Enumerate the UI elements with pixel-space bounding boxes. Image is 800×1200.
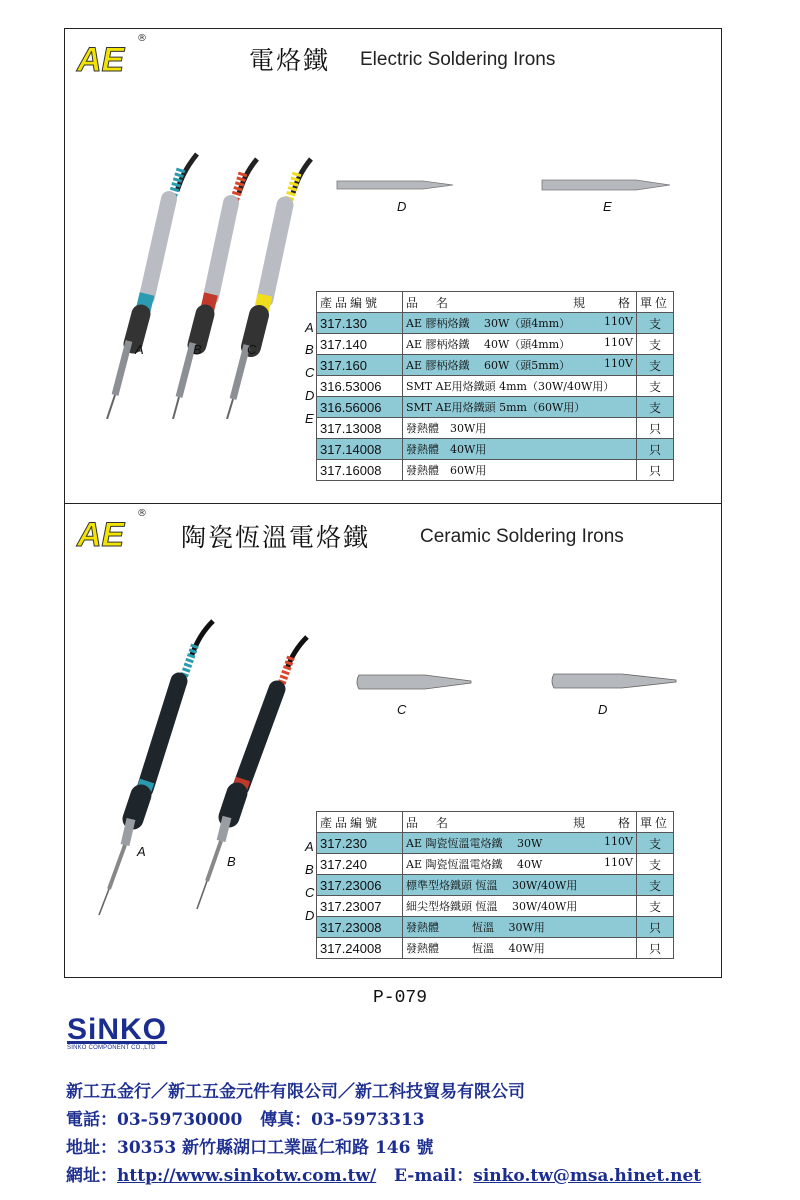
product-name: 標準型烙鐵頭 恆溫 30W/40W用 bbox=[406, 879, 578, 892]
header-spec: 規 格 bbox=[572, 295, 633, 310]
product-name: AE 陶瓷恆溫電烙鐵 30W bbox=[406, 837, 543, 850]
product-name: 發熱體 恆溫 40W用 bbox=[406, 942, 545, 955]
electric-irons-panel bbox=[64, 28, 722, 505]
fax-label: 傳真： bbox=[260, 1110, 312, 1130]
tool-label-b: B bbox=[227, 854, 236, 869]
product-code: 317.130 bbox=[317, 313, 403, 334]
product-code: 317.240 bbox=[317, 854, 403, 875]
fax-number: 03-5973313 bbox=[311, 1110, 425, 1130]
product-spec: 110V bbox=[604, 856, 633, 869]
product-unit: 支 bbox=[637, 854, 674, 875]
sinko-logo-subtitle: SINKO COMPONENT CO.,LTD bbox=[67, 1045, 156, 1051]
product-name: AE 膠柄烙鐵 60W（頭5mm） bbox=[406, 359, 571, 372]
website-link[interactable]: http://www.sinkotw.com.tw/ bbox=[117, 1166, 377, 1186]
table-row bbox=[317, 376, 674, 397]
tip-label-d: D bbox=[397, 199, 407, 214]
product-code: 317.16008 bbox=[317, 460, 403, 481]
table-row bbox=[317, 460, 674, 481]
ae-logo-icon bbox=[75, 514, 135, 552]
row-letter: E bbox=[305, 411, 314, 426]
title-chinese: 電烙鐵 bbox=[249, 46, 331, 75]
table-header bbox=[317, 812, 674, 833]
tip-d-icon bbox=[335, 177, 460, 193]
row-letter: B bbox=[305, 862, 314, 877]
product-code: 317.23008 bbox=[317, 917, 403, 938]
header-spec: 規 格 bbox=[572, 815, 633, 830]
table-row bbox=[317, 833, 674, 854]
tip-c-icon bbox=[355, 671, 475, 695]
company-names: 新工五金行／新工五金元件有限公司／新工科技貿易有限公司 bbox=[66, 1082, 525, 1102]
tip-label-e: E bbox=[603, 199, 612, 214]
product-unit: 只 bbox=[637, 439, 674, 460]
product-code: 317.14008 bbox=[317, 439, 403, 460]
product-code: 317.13008 bbox=[317, 418, 403, 439]
product-spec: 110V bbox=[604, 357, 633, 370]
product-name: AE 膠柄烙鐵 40W（頭4mm） bbox=[406, 338, 571, 351]
product-unit: 支 bbox=[637, 376, 674, 397]
table-row bbox=[317, 334, 674, 355]
ae-logo-icon bbox=[75, 39, 135, 77]
page-number: P-079 bbox=[372, 988, 427, 1008]
ae-logo-text: AE bbox=[77, 516, 125, 552]
address-value: 30353 新竹縣湖口工業區仁和路 146 號 bbox=[117, 1138, 434, 1158]
product-spec: 110V bbox=[604, 835, 633, 848]
product-unit: 支 bbox=[637, 397, 674, 418]
table-row bbox=[317, 355, 674, 376]
tip-label-d: D bbox=[598, 702, 608, 717]
row-letter: A bbox=[305, 839, 314, 854]
product-unit: 支 bbox=[637, 334, 674, 355]
registered-mark: ® bbox=[137, 508, 147, 519]
product-table bbox=[316, 811, 674, 959]
table-row bbox=[317, 418, 674, 439]
phone-label: 電話： bbox=[66, 1110, 117, 1130]
row-letter: B bbox=[305, 342, 314, 357]
ceramic-irons-panel bbox=[64, 503, 722, 978]
title-english: Electric Soldering Irons bbox=[360, 49, 556, 70]
title-chinese: 陶瓷恆溫電烙鐵 bbox=[181, 523, 371, 552]
web-label: 網址： bbox=[66, 1166, 117, 1186]
ceramic-iron-b-icon bbox=[197, 637, 307, 909]
table-row bbox=[317, 854, 674, 875]
table-header bbox=[317, 292, 674, 313]
contact-address bbox=[66, 1133, 433, 1158]
product-name: SMT AE用烙鐵頭 4mm（30W/40W用） bbox=[406, 380, 615, 393]
address-label: 地址： bbox=[66, 1138, 117, 1158]
tool-label-b: B bbox=[193, 342, 202, 357]
ceramic-irons-illustration bbox=[85, 619, 325, 919]
product-code: 317.24008 bbox=[317, 938, 403, 959]
ceramic-iron-a-icon bbox=[99, 621, 213, 915]
table-row bbox=[317, 875, 674, 896]
product-unit: 只 bbox=[637, 938, 674, 959]
contact-web bbox=[66, 1161, 701, 1186]
registered-mark: ® bbox=[137, 33, 147, 44]
sinko-logo-word: SiNKO bbox=[67, 1013, 168, 1046]
row-letter: D bbox=[305, 388, 315, 403]
row-letter: C bbox=[305, 885, 315, 900]
header-unit: 單位 bbox=[637, 292, 674, 313]
product-code: 316.56006 bbox=[317, 397, 403, 418]
header-name: 品 名 bbox=[406, 295, 452, 310]
header-code: 產品編號 bbox=[317, 292, 403, 313]
product-name: 發熱體 60W用 bbox=[406, 464, 487, 477]
product-spec: 110V bbox=[604, 315, 633, 328]
phone-number: 03-59730000 bbox=[117, 1110, 243, 1130]
product-unit: 支 bbox=[637, 875, 674, 896]
product-name: AE 膠柄烙鐵 30W（頭4mm） bbox=[406, 317, 571, 330]
tip-label-c: C bbox=[397, 702, 407, 717]
product-unit: 只 bbox=[637, 418, 674, 439]
product-name: AE 陶瓷恆溫電烙鐵 40W bbox=[406, 858, 543, 871]
soldering-irons-illustration bbox=[85, 149, 325, 419]
product-code: 317.140 bbox=[317, 334, 403, 355]
tool-label-a: A bbox=[135, 342, 144, 357]
product-table bbox=[316, 291, 674, 481]
product-unit: 只 bbox=[637, 917, 674, 938]
iron-b-icon bbox=[173, 159, 257, 419]
product-name: 細尖型烙鐵頭 恆溫 30W/40W用 bbox=[406, 900, 578, 913]
product-name: 發熱體 30W用 bbox=[406, 422, 487, 435]
header-unit: 單位 bbox=[637, 812, 674, 833]
iron-c-icon bbox=[227, 159, 311, 419]
product-unit: 支 bbox=[637, 833, 674, 854]
header-name: 品 名 bbox=[406, 815, 452, 830]
product-code: 317.23007 bbox=[317, 896, 403, 917]
table-row bbox=[317, 896, 674, 917]
title-english: Ceramic Soldering Irons bbox=[420, 526, 624, 547]
email-label: E-mail： bbox=[394, 1166, 474, 1186]
tip-d-icon bbox=[550, 670, 680, 694]
sinko-logo bbox=[67, 1013, 167, 1051]
product-unit: 支 bbox=[637, 355, 674, 376]
contact-phone-fax bbox=[66, 1105, 425, 1130]
product-code: 317.230 bbox=[317, 833, 403, 854]
row-letter: D bbox=[305, 908, 315, 923]
product-spec: 110V bbox=[604, 336, 633, 349]
table-row bbox=[317, 397, 674, 418]
product-name: 發熱體 恆溫 30W用 bbox=[406, 921, 545, 934]
product-name: SMT AE用烙鐵頭 5mm（60W用） bbox=[406, 401, 586, 414]
row-letter: A bbox=[305, 320, 314, 335]
tool-label-a: A bbox=[137, 844, 146, 859]
tip-e-icon bbox=[540, 177, 675, 193]
table-row bbox=[317, 439, 674, 460]
ae-logo-text: AE bbox=[77, 41, 125, 77]
header-code: 產品編號 bbox=[317, 812, 403, 833]
table-row bbox=[317, 917, 674, 938]
product-unit: 支 bbox=[637, 896, 674, 917]
product-unit: 支 bbox=[637, 313, 674, 334]
row-letter: C bbox=[305, 365, 315, 380]
product-code: 317.23006 bbox=[317, 875, 403, 896]
product-code: 317.160 bbox=[317, 355, 403, 376]
table-row bbox=[317, 938, 674, 959]
tool-label-c: C bbox=[247, 342, 257, 357]
email-link[interactable]: sinko.tw@msa.hinet.net bbox=[473, 1166, 702, 1186]
table-row bbox=[317, 313, 674, 334]
product-name: 發熱體 40W用 bbox=[406, 443, 487, 456]
product-unit: 只 bbox=[637, 460, 674, 481]
product-code: 316.53006 bbox=[317, 376, 403, 397]
